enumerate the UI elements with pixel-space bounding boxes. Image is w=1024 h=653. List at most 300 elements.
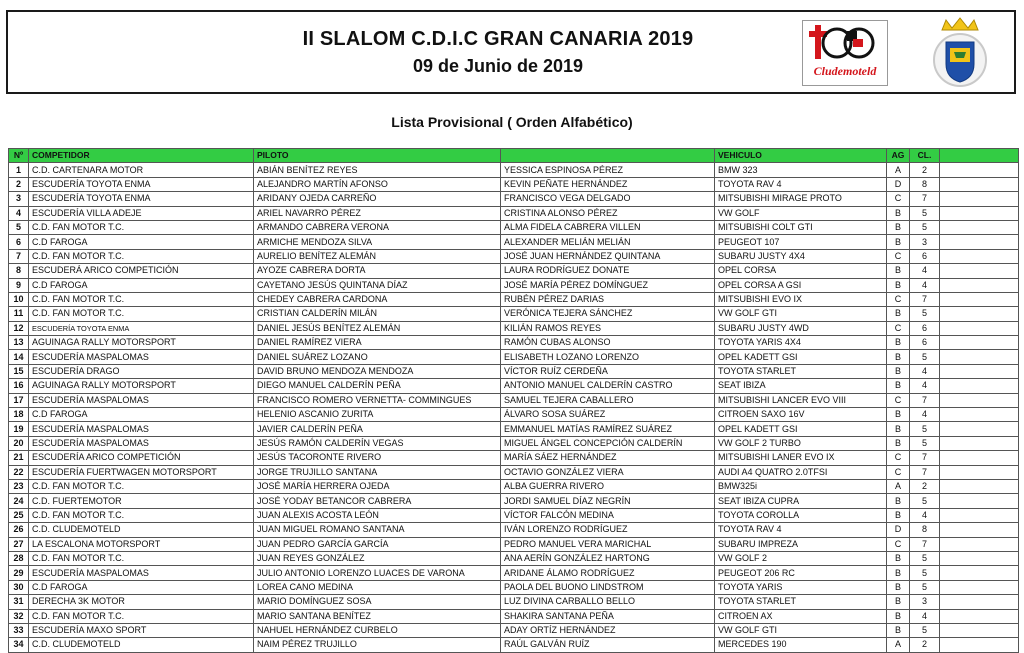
cl-cell [910, 307, 940, 321]
vehiculo-cell [715, 278, 887, 292]
competidor-cell [29, 580, 254, 594]
copiloto-cell-text: ADAY ORTÍZ HERNÁNDEZ [504, 625, 616, 636]
ag-cell [887, 479, 910, 493]
entry-number [9, 264, 29, 278]
competidor-cell-text: AGUINAGA RALLY MOTORSPORT [32, 337, 176, 348]
copiloto-cell-text: RAÚL GALVÁN RUÍZ [504, 639, 590, 650]
cl-cell [910, 508, 940, 522]
cl-cell-text: 5 [921, 207, 927, 218]
blank-cell [940, 551, 1019, 565]
ag-cell-text: B [894, 581, 901, 592]
blank-cell [940, 436, 1019, 450]
table-row [9, 451, 1019, 465]
competidor-cell-text: C.D. FAN MOTOR T.C. [32, 553, 125, 564]
ag-cell [887, 609, 910, 623]
ag-cell [887, 623, 910, 637]
copiloto-cell [501, 623, 715, 637]
cl-cell-text: 5 [921, 553, 927, 564]
ag-cell-text: C [894, 193, 902, 204]
competidor-cell-text: ESCUDERÍA MASPALOMAS [32, 438, 149, 448]
cl-cell-text: 6 [921, 337, 927, 348]
entry-number [9, 566, 29, 580]
vehiculo-cell-text: SUBARU JUSTY 4X4 [718, 250, 805, 261]
ag-cell [887, 278, 910, 292]
ag-cell-text: B [894, 351, 901, 362]
piloto-cell [254, 192, 501, 206]
competidor-cell [29, 523, 254, 537]
entry-number-text: 21 [13, 452, 24, 463]
copiloto-cell [501, 595, 715, 609]
piloto-cell [254, 206, 501, 220]
vehiculo-cell-text: VW GOLF GTI [718, 625, 778, 636]
piloto-cell-text: MARIO DOMÍNGUEZ SOSA [257, 596, 372, 607]
competidor-cell-text: ESCUDERÍA TOYOTA ENMA [32, 193, 151, 204]
competidor-cell [29, 551, 254, 565]
cl-cell [910, 609, 940, 623]
copiloto-cell-text: OCTAVIO GONZÁLEZ VIERA [504, 466, 624, 477]
competidor-cell-text: ESCUDERÍA TOYOTA ENMA [32, 178, 151, 189]
entry-number [9, 220, 29, 234]
vehiculo-cell-text: OPEL CORSA [718, 265, 777, 276]
vehiculo-cell [715, 321, 887, 335]
cl-cell [910, 364, 940, 378]
piloto-cell [254, 479, 501, 493]
list-subtitle: Lista Provisional ( Orden Alfabético) [391, 114, 633, 130]
blank-cell [940, 336, 1019, 350]
entry-number [9, 523, 29, 537]
vehiculo-cell [715, 508, 887, 522]
vehiculo-cell-text: OPEL KADETT GSI [718, 351, 798, 362]
blank-cell [940, 220, 1019, 234]
table-row [9, 595, 1019, 609]
entry-number [9, 235, 29, 249]
blank-cell [940, 163, 1019, 177]
copiloto-cell [501, 163, 715, 177]
piloto-cell [254, 537, 501, 551]
entry-number [9, 379, 29, 393]
vehiculo-cell-text: SEAT IBIZA CUPRA [718, 495, 800, 506]
ag-cell [887, 336, 910, 350]
ag-cell [887, 163, 910, 177]
entry-number [9, 494, 29, 508]
vehiculo-cell [715, 580, 887, 594]
cl-cell-text: 5 [921, 222, 927, 233]
copiloto-cell-text: VÍCTOR FALCÓN MEDINA [504, 509, 614, 520]
ag-cell [887, 422, 910, 436]
vehiculo-cell-text: VW GOLF [718, 207, 760, 218]
entry-number-text: 13 [13, 337, 24, 348]
logo-text: Cludemoteld [813, 64, 877, 78]
blank-cell [940, 494, 1019, 508]
ag-cell [887, 235, 910, 249]
event-title: II SLALOM C.D.I.C GRAN CANARIA 2019 [302, 28, 694, 50]
piloto-cell [254, 264, 501, 278]
copiloto-cell [501, 379, 715, 393]
entry-number-text: 23 [13, 481, 24, 492]
vehiculo-cell [715, 523, 887, 537]
competidor-cell-text: DERECHA 3K MOTOR [32, 596, 125, 607]
table-row [9, 249, 1019, 263]
blank-cell [940, 537, 1019, 551]
cl-cell [910, 336, 940, 350]
blank-cell [940, 508, 1019, 522]
vehiculo-cell [715, 609, 887, 623]
cl-cell-text: 4 [921, 409, 927, 420]
entry-number [9, 537, 29, 551]
copiloto-cell [501, 508, 715, 522]
blank-cell [940, 350, 1019, 364]
cl-cell-text: 6 [921, 250, 927, 261]
table-row [9, 364, 1019, 378]
ag-cell-text: B [894, 337, 901, 348]
piloto-cell-text: JUAN REYES GONZÁLEZ [257, 553, 365, 564]
entry-number [9, 551, 29, 565]
table-row [9, 551, 1019, 565]
ag-cell [887, 537, 910, 551]
competidor-cell [29, 278, 254, 292]
copiloto-cell-text: KEVIN PEÑATE HERNÁNDEZ [504, 178, 628, 189]
piloto-cell-text: JESÚS RAMÓN CALDERÍN VEGAS [257, 438, 404, 448]
ag-cell-text: C [894, 322, 902, 333]
copiloto-cell-text: RAMÓN CUBAS ALONSO [504, 337, 611, 348]
piloto-cell [254, 336, 501, 350]
vehiculo-cell [715, 623, 887, 637]
ag-cell-text: C [894, 250, 902, 261]
ag-cell-text: B [894, 610, 901, 621]
ag-cell [887, 566, 910, 580]
vehiculo-cell-text: VW GOLF 2 TURBO [718, 438, 801, 448]
copiloto-cell-text: PEDRO MANUEL VERA MARICHAL [504, 538, 652, 549]
copiloto-cell [501, 307, 715, 321]
entry-number-text: 30 [13, 581, 24, 592]
vehiculo-cell [715, 364, 887, 378]
entry-number-text: 1 [15, 164, 21, 175]
table-row [9, 609, 1019, 623]
copiloto-cell [501, 292, 715, 306]
competidor-cell [29, 307, 254, 321]
competidor-cell [29, 436, 254, 450]
piloto-cell [254, 177, 501, 191]
municipal-crest [928, 16, 992, 90]
table-row [9, 264, 1019, 278]
vehiculo-cell [715, 249, 887, 263]
vehiculo-cell-text: TOYOTA STARLET [718, 596, 797, 607]
competidor-cell [29, 451, 254, 465]
competidor-cell [29, 537, 254, 551]
vehiculo-cell-text: MERCEDES 190 [718, 639, 787, 650]
copiloto-cell [501, 436, 715, 450]
piloto-cell-text: FRANCISCO ROMERO VERNETTA- COMMINGUES [257, 394, 472, 405]
ag-cell-text: C [894, 294, 902, 305]
entry-number-text: 10 [13, 294, 24, 305]
entry-number [9, 364, 29, 378]
vehiculo-cell-text: MITSUBISHI EVO IX [718, 294, 803, 305]
entry-number [9, 479, 29, 493]
cl-cell-text: 7 [921, 452, 927, 463]
table-row [9, 566, 1019, 580]
ag-cell-text: B [894, 438, 901, 448]
cl-cell [910, 292, 940, 306]
cl-cell [910, 623, 940, 637]
vehiculo-cell [715, 537, 887, 551]
piloto-cell [254, 379, 501, 393]
copiloto-cell [501, 479, 715, 493]
piloto-cell [254, 508, 501, 522]
copiloto-cell-text: VÍCTOR RUÍZ CERDEÑA [504, 366, 608, 377]
competidor-cell [29, 494, 254, 508]
ag-cell [887, 508, 910, 522]
competidor-cell [29, 465, 254, 479]
table-row [9, 177, 1019, 191]
vehiculo-cell [715, 307, 887, 321]
vehiculo-cell-text: VW GOLF 2 [718, 553, 768, 564]
col-header-copiloto [501, 149, 715, 163]
table-row [9, 537, 1019, 551]
competidor-cell [29, 379, 254, 393]
blank-cell [940, 379, 1019, 393]
competidor-cell-text: ESCUDERÍA DRAGO [32, 366, 120, 377]
copiloto-cell [501, 393, 715, 407]
entry-number [9, 206, 29, 220]
ag-cell-text: B [894, 265, 901, 276]
vehiculo-cell-text: AUDI A4 QUATRO 2.0TFSI [718, 466, 828, 477]
ag-cell [887, 595, 910, 609]
cl-cell [910, 580, 940, 594]
cl-cell-text: 7 [921, 394, 927, 405]
competidor-cell [29, 595, 254, 609]
ag-cell [887, 177, 910, 191]
cl-cell-text: 4 [921, 509, 927, 520]
blank-cell [940, 638, 1019, 652]
table-row [9, 220, 1019, 234]
cl-cell [910, 465, 940, 479]
blank-cell [940, 623, 1019, 637]
ag-cell [887, 292, 910, 306]
ag-cell [887, 206, 910, 220]
piloto-cell [254, 551, 501, 565]
blank-cell [940, 364, 1019, 378]
table-row [9, 350, 1019, 364]
competidor-cell [29, 321, 254, 335]
entry-number-text: 22 [13, 466, 24, 477]
cl-cell-text: 4 [921, 279, 927, 290]
piloto-cell-text: ABIÁN BENÍTEZ REYES [257, 164, 358, 175]
copiloto-cell-text: ALMA FIDELA CABRERA VILLEN [504, 222, 641, 233]
piloto-cell-text: CRISTIAN CALDERÍN MILÁN [257, 308, 378, 319]
competidor-cell-text: ESCUDERÍA FUERTWAGEN MOTORSPORT [32, 466, 217, 477]
piloto-cell [254, 408, 501, 422]
blank-cell [940, 206, 1019, 220]
entry-number [9, 307, 29, 321]
entry-number [9, 436, 29, 450]
piloto-cell-text: NAHUEL HERNÁNDEZ CURBELO [257, 625, 398, 636]
cl-cell-text: 3 [921, 236, 927, 247]
copiloto-cell-text: SAMUEL TEJERA CABALLERO [504, 394, 634, 405]
copiloto-cell [501, 609, 715, 623]
vehiculo-cell [715, 192, 887, 206]
competidor-cell [29, 192, 254, 206]
vehiculo-cell-text: SEAT IBIZA [718, 380, 766, 391]
entry-number-text: 15 [13, 366, 24, 377]
blank-cell [940, 321, 1019, 335]
copiloto-cell [501, 364, 715, 378]
cl-cell-text: 5 [921, 423, 927, 434]
copiloto-cell-text: KILIÁN RAMOS REYES [504, 322, 602, 333]
cl-cell-text: 4 [921, 380, 927, 391]
ag-cell-text: B [894, 409, 901, 420]
competidor-cell-text: ESCUDERÍA MASPALOMAS [32, 351, 149, 362]
copiloto-cell-text: JOSÉ JUAN HERNÁNDEZ QUINTANA [504, 250, 661, 261]
blank-cell [940, 249, 1019, 263]
competidor-cell [29, 393, 254, 407]
vehiculo-cell [715, 638, 887, 652]
vehiculo-cell [715, 566, 887, 580]
piloto-cell-text: JESÚS TACORONTE RIVERO [257, 452, 382, 463]
copiloto-cell-text: ARIDANE ÁLAMO RODRÍGUEZ [504, 567, 635, 578]
table-row [9, 379, 1019, 393]
vehiculo-cell [715, 235, 887, 249]
entry-number [9, 278, 29, 292]
entry-number-text: 31 [13, 596, 24, 607]
vehiculo-cell [715, 436, 887, 450]
col-header-vehiculo: VEHICULO [715, 149, 887, 163]
piloto-cell [254, 364, 501, 378]
piloto-cell-text: ARIEL NAVARRO PÉREZ [257, 207, 361, 218]
entry-number-text: 9 [15, 279, 21, 290]
competidor-cell [29, 408, 254, 422]
vehiculo-cell-text: SUBARU JUSTY 4WD [718, 322, 809, 333]
ag-cell-text: B [894, 495, 901, 506]
entry-number-text: 29 [13, 567, 24, 578]
entry-number-text: 11 [13, 308, 24, 319]
entry-number-text: 3 [15, 193, 21, 204]
piloto-cell [254, 465, 501, 479]
copiloto-cell [501, 206, 715, 220]
piloto-cell [254, 321, 501, 335]
copiloto-cell-text: LAURA RODRÍGUEZ DONATE [504, 265, 630, 276]
vehiculo-cell-text: VW GOLF GTI [718, 308, 778, 319]
blank-cell [940, 235, 1019, 249]
competidor-cell-text: C.D. CLUDEMOTELD [32, 639, 121, 650]
piloto-cell-text: CAYETANO JESÚS QUINTANA DÍAZ [257, 279, 408, 290]
ag-cell-text: C [894, 394, 902, 405]
competidor-cell-text: C.D. CLUDEMOTELD [32, 524, 121, 535]
cl-cell [910, 408, 940, 422]
vehiculo-cell [715, 336, 887, 350]
competidor-cell-text: C.D. FAN MOTOR T.C. [32, 509, 125, 520]
entry-number-text: 19 [13, 423, 24, 434]
ag-cell [887, 264, 910, 278]
entry-number-text: 18 [13, 409, 24, 420]
ag-cell-text: C [894, 538, 902, 549]
ag-cell [887, 350, 910, 364]
cl-cell-text: 8 [921, 524, 927, 535]
blank-cell [940, 192, 1019, 206]
cl-cell [910, 163, 940, 177]
cl-cell [910, 192, 940, 206]
cl-cell [910, 523, 940, 537]
table-row [9, 408, 1019, 422]
vehiculo-cell-text: MITSUBISHI COLT GTI [718, 222, 813, 233]
blank-cell [940, 307, 1019, 321]
table-row [9, 623, 1019, 637]
copiloto-cell-text: IVÁN LORENZO RODRÍGUEZ [504, 524, 628, 535]
ag-cell-text: B [894, 279, 901, 290]
ag-cell-text: B [894, 423, 901, 434]
vehiculo-cell-text: CITROEN AX [718, 610, 773, 621]
piloto-cell-text: ARIDANY OJEDA CARREÑO [257, 193, 377, 204]
competidor-cell [29, 292, 254, 306]
piloto-cell [254, 436, 501, 450]
entry-number [9, 249, 29, 263]
competidor-cell [29, 163, 254, 177]
competidor-cell-text: C.D FAROGA [32, 279, 88, 290]
table-row [9, 436, 1019, 450]
competidor-cell-text: ESCUDERÍA MASPALOMAS [32, 567, 149, 578]
cl-cell [910, 595, 940, 609]
ag-cell [887, 321, 910, 335]
piloto-cell [254, 278, 501, 292]
copiloto-cell [501, 422, 715, 436]
blank-cell [940, 393, 1019, 407]
col-header-cl: CL. [910, 149, 940, 163]
copiloto-cell [501, 465, 715, 479]
entry-number [9, 638, 29, 652]
piloto-cell [254, 235, 501, 249]
piloto-cell-text: DANIEL SUÁREZ LOZANO [257, 351, 368, 362]
copiloto-cell-text: MIGUEL ÁNGEL CONCEPCIÓN CALDERÍN [504, 438, 683, 448]
table-row [9, 638, 1019, 652]
table-row [9, 206, 1019, 220]
vehiculo-cell [715, 163, 887, 177]
piloto-cell-text: DAVID BRUNO MENDOZA MENDOZA [257, 366, 414, 377]
copiloto-cell [501, 220, 715, 234]
table-body [9, 163, 1019, 652]
entry-number [9, 609, 29, 623]
event-header [6, 10, 1016, 94]
competidor-cell-text: ESCUDERÍA MASPALOMAS [32, 423, 149, 434]
ag-cell [887, 408, 910, 422]
entry-number [9, 451, 29, 465]
ag-cell-text: C [894, 466, 902, 477]
cl-cell [910, 422, 940, 436]
entry-number-text: 6 [15, 236, 21, 247]
copiloto-cell-text: JOSÉ MARÍA PÉREZ DOMÍNGUEZ [504, 279, 649, 290]
vehiculo-cell [715, 451, 887, 465]
vehiculo-cell-text: TOYOTA YARIS 4X4 [718, 337, 801, 348]
competidor-cell-text: C.D. FAN MOTOR T.C. [32, 481, 125, 492]
blank-cell [940, 292, 1019, 306]
blank-cell [940, 465, 1019, 479]
vehiculo-cell-text: PEUGEOT 206 RC [718, 567, 795, 578]
ag-cell [887, 638, 910, 652]
copiloto-cell-text: VERÓNICA TEJERA SÁNCHEZ [504, 308, 633, 319]
cl-cell [910, 566, 940, 580]
vehiculo-cell-text: OPEL KADETT GSI [718, 423, 798, 434]
cl-cell-text: 5 [921, 625, 927, 636]
vehiculo-cell-text: PEUGEOT 107 [718, 236, 780, 247]
table-row [9, 479, 1019, 493]
col-header-competidor: COMPETIDOR [29, 149, 254, 163]
competidor-cell-text: LA ESCALONA MOTORSPORT [32, 538, 161, 549]
piloto-cell-text: JUAN PEDRO GARCÍA GARCÍA [257, 538, 389, 549]
cl-cell [910, 177, 940, 191]
copiloto-cell-text: FRANCISCO VEGA DELGADO [504, 193, 631, 204]
entry-number [9, 580, 29, 594]
copiloto-cell-text: ELISABETH LOZANO LORENZO [504, 351, 640, 362]
ag-cell [887, 436, 910, 450]
vehiculo-cell-text: TOYOTA YARIS [718, 581, 783, 592]
